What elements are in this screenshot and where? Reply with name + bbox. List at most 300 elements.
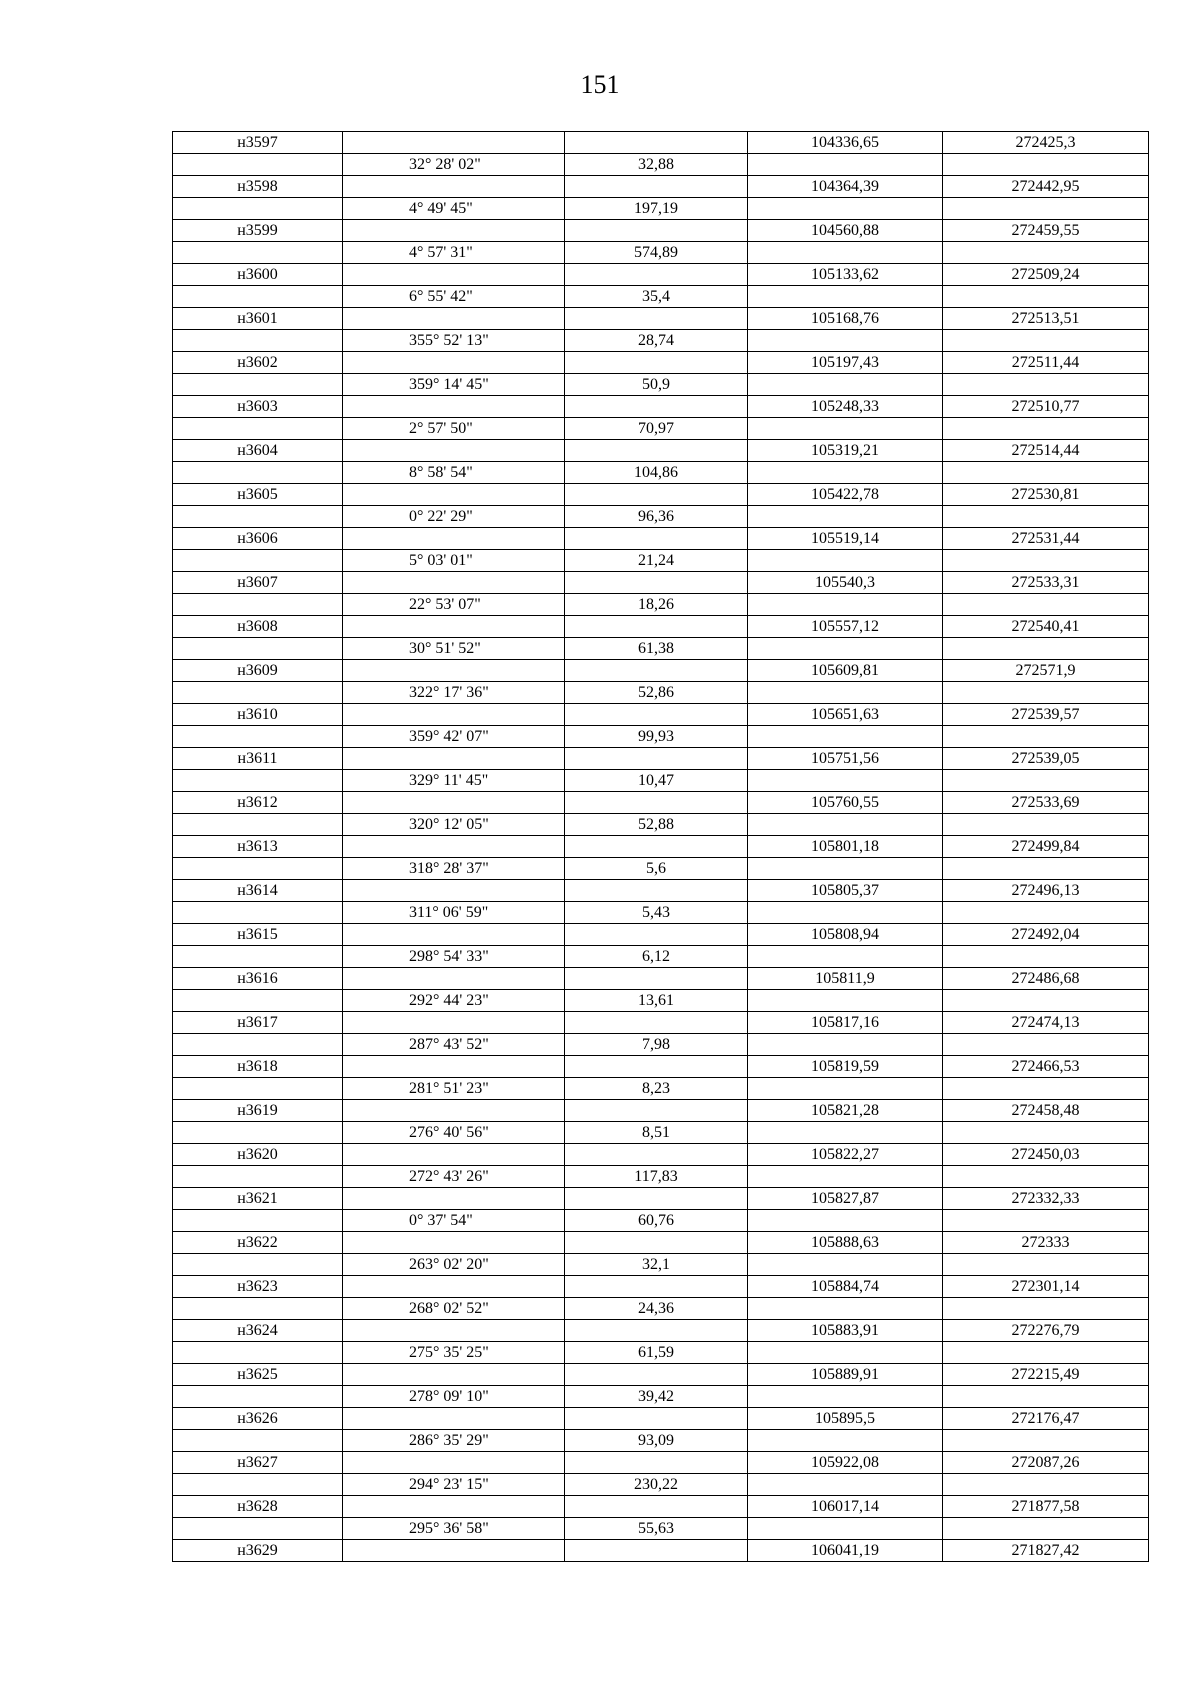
point-row: [173, 880, 1149, 902]
segment-row: [173, 374, 1149, 396]
point-id-cell: [173, 1034, 343, 1056]
segment-row: [173, 418, 1149, 440]
coordinates-table: [172, 131, 1149, 1562]
x-coordinate-cell: 104560,88: [748, 220, 943, 242]
distance-cell: [565, 176, 748, 198]
x-coordinate-cell: [748, 462, 943, 484]
distance-cell: [565, 1188, 748, 1210]
point-row: [173, 616, 1149, 638]
segment-row: [173, 550, 1149, 572]
point-id-cell: н3608: [173, 616, 343, 638]
x-coordinate-cell: [748, 1166, 943, 1188]
distance-cell: [565, 352, 748, 374]
x-coordinate-cell: [748, 682, 943, 704]
direction-angle-cell: [343, 220, 565, 242]
distance-cell: [565, 1408, 748, 1430]
point-id-cell: н3610: [173, 704, 343, 726]
direction-angle-cell: 22° 53' 07": [343, 594, 565, 616]
y-coordinate-cell: 272442,95: [943, 176, 1149, 198]
distance-cell: [565, 1232, 748, 1254]
point-row: [173, 1452, 1149, 1474]
point-row: [173, 1364, 1149, 1386]
point-id-cell: [173, 682, 343, 704]
distance-cell: [565, 1540, 748, 1562]
distance-cell: [565, 308, 748, 330]
point-id-cell: н3618: [173, 1056, 343, 1078]
point-row: [173, 484, 1149, 506]
point-id-cell: н3602: [173, 352, 343, 374]
distance-cell: [565, 572, 748, 594]
point-row: [173, 1320, 1149, 1342]
page-number: 151: [580, 70, 620, 99]
distance-cell: [565, 836, 748, 858]
y-coordinate-cell: [943, 946, 1149, 968]
point-id-cell: н3597: [173, 132, 343, 154]
y-coordinate-cell: [943, 638, 1149, 660]
y-coordinate-cell: 272450,03: [943, 1144, 1149, 1166]
direction-angle-cell: [343, 176, 565, 198]
point-id-cell: [173, 418, 343, 440]
point-id-cell: н3614: [173, 880, 343, 902]
x-coordinate-cell: 105888,63: [748, 1232, 943, 1254]
point-id-cell: [173, 1166, 343, 1188]
x-coordinate-cell: [748, 1034, 943, 1056]
point-row: [173, 968, 1149, 990]
y-coordinate-cell: [943, 242, 1149, 264]
y-coordinate-cell: [943, 770, 1149, 792]
point-row: [173, 176, 1149, 198]
segment-row: [173, 1166, 1149, 1188]
point-row: [173, 572, 1149, 594]
distance-cell: 93,09: [565, 1430, 748, 1452]
distance-cell: [565, 1320, 748, 1342]
x-coordinate-cell: [748, 1430, 943, 1452]
distance-cell: [565, 1276, 748, 1298]
point-id-cell: н3599: [173, 220, 343, 242]
point-id-cell: н3600: [173, 264, 343, 286]
y-coordinate-cell: [943, 726, 1149, 748]
distance-cell: 28,74: [565, 330, 748, 352]
distance-cell: [565, 440, 748, 462]
x-coordinate-cell: 105811,9: [748, 968, 943, 990]
point-id-cell: [173, 154, 343, 176]
point-row: [173, 1012, 1149, 1034]
segment-row: [173, 1034, 1149, 1056]
point-id-cell: [173, 1254, 343, 1276]
point-id-cell: [173, 550, 343, 572]
direction-angle-cell: [343, 704, 565, 726]
y-coordinate-cell: 271827,42: [943, 1540, 1149, 1562]
y-coordinate-cell: [943, 814, 1149, 836]
point-row: [173, 704, 1149, 726]
segment-row: [173, 990, 1149, 1012]
x-coordinate-cell: 105827,87: [748, 1188, 943, 1210]
point-row: [173, 308, 1149, 330]
x-coordinate-cell: 105519,14: [748, 528, 943, 550]
y-coordinate-cell: [943, 154, 1149, 176]
distance-cell: 21,24: [565, 550, 748, 572]
distance-cell: [565, 660, 748, 682]
x-coordinate-cell: [748, 814, 943, 836]
y-coordinate-cell: [943, 1474, 1149, 1496]
direction-angle-cell: [343, 1056, 565, 1078]
point-id-cell: н3617: [173, 1012, 343, 1034]
y-coordinate-cell: [943, 1078, 1149, 1100]
y-coordinate-cell: 272509,24: [943, 264, 1149, 286]
y-coordinate-cell: 272514,44: [943, 440, 1149, 462]
direction-angle-cell: [343, 1320, 565, 1342]
direction-angle-cell: 287° 43' 52": [343, 1034, 565, 1056]
point-id-cell: н3627: [173, 1452, 343, 1474]
y-coordinate-cell: [943, 330, 1149, 352]
y-coordinate-cell: 272474,13: [943, 1012, 1149, 1034]
distance-cell: [565, 528, 748, 550]
point-id-cell: [173, 770, 343, 792]
point-id-cell: [173, 462, 343, 484]
distance-cell: 60,76: [565, 1210, 748, 1232]
x-coordinate-cell: 104336,65: [748, 132, 943, 154]
segment-row: [173, 286, 1149, 308]
x-coordinate-cell: [748, 638, 943, 660]
direction-angle-cell: 263° 02' 20": [343, 1254, 565, 1276]
point-id-cell: [173, 902, 343, 924]
point-id-cell: [173, 1210, 343, 1232]
direction-angle-cell: 4° 49' 45": [343, 198, 565, 220]
x-coordinate-cell: [748, 198, 943, 220]
x-coordinate-cell: [748, 1342, 943, 1364]
distance-cell: [565, 220, 748, 242]
point-id-cell: н3607: [173, 572, 343, 594]
point-row: [173, 1056, 1149, 1078]
x-coordinate-cell: 105197,43: [748, 352, 943, 374]
direction-angle-cell: 294° 23' 15": [343, 1474, 565, 1496]
y-coordinate-cell: 272539,05: [943, 748, 1149, 770]
y-coordinate-cell: [943, 462, 1149, 484]
segment-row: [173, 946, 1149, 968]
direction-angle-cell: 0° 22' 29": [343, 506, 565, 528]
distance-cell: 104,86: [565, 462, 748, 484]
direction-angle-cell: 6° 55' 42": [343, 286, 565, 308]
x-coordinate-cell: 105817,16: [748, 1012, 943, 1034]
point-row: [173, 1540, 1149, 1562]
point-id-cell: н3625: [173, 1364, 343, 1386]
point-id-cell: [173, 374, 343, 396]
point-id-cell: [173, 330, 343, 352]
segment-row: [173, 1518, 1149, 1540]
direction-angle-cell: 298° 54' 33": [343, 946, 565, 968]
y-coordinate-cell: [943, 550, 1149, 572]
x-coordinate-cell: [748, 858, 943, 880]
segment-row: [173, 198, 1149, 220]
distance-cell: 7,98: [565, 1034, 748, 1056]
point-id-cell: [173, 1298, 343, 1320]
point-id-cell: н3603: [173, 396, 343, 418]
segment-row: [173, 1342, 1149, 1364]
direction-angle-cell: 329° 11' 45": [343, 770, 565, 792]
distance-cell: 117,83: [565, 1166, 748, 1188]
distance-cell: 230,22: [565, 1474, 748, 1496]
point-id-cell: н3612: [173, 792, 343, 814]
x-coordinate-cell: 105805,37: [748, 880, 943, 902]
point-id-cell: [173, 1430, 343, 1452]
segment-row: [173, 858, 1149, 880]
point-row: [173, 1144, 1149, 1166]
point-id-cell: н3616: [173, 968, 343, 990]
x-coordinate-cell: [748, 726, 943, 748]
distance-cell: 99,93: [565, 726, 748, 748]
x-coordinate-cell: 106041,19: [748, 1540, 943, 1562]
point-row: [173, 836, 1149, 858]
x-coordinate-cell: [748, 242, 943, 264]
segment-row: [173, 1210, 1149, 1232]
direction-angle-cell: [343, 308, 565, 330]
distance-cell: 39,42: [565, 1386, 748, 1408]
point-id-cell: н3629: [173, 1540, 343, 1562]
direction-angle-cell: [343, 572, 565, 594]
point-row: [173, 1408, 1149, 1430]
coordinates-table-body: [173, 132, 1149, 1562]
point-id-cell: н3611: [173, 748, 343, 770]
y-coordinate-cell: 271877,58: [943, 1496, 1149, 1518]
point-id-cell: н3620: [173, 1144, 343, 1166]
distance-cell: 61,59: [565, 1342, 748, 1364]
point-row: [173, 1496, 1149, 1518]
point-row: [173, 1100, 1149, 1122]
y-coordinate-cell: [943, 902, 1149, 924]
direction-angle-cell: 8° 58' 54": [343, 462, 565, 484]
point-id-cell: [173, 198, 343, 220]
point-row: [173, 352, 1149, 374]
point-id-cell: [173, 1474, 343, 1496]
direction-angle-cell: [343, 132, 565, 154]
distance-cell: [565, 1100, 748, 1122]
distance-cell: 70,97: [565, 418, 748, 440]
direction-angle-cell: [343, 1188, 565, 1210]
point-row: [173, 924, 1149, 946]
x-coordinate-cell: 105168,76: [748, 308, 943, 330]
segment-row: [173, 814, 1149, 836]
y-coordinate-cell: [943, 1298, 1149, 1320]
point-id-cell: н3598: [173, 176, 343, 198]
point-row: [173, 792, 1149, 814]
y-coordinate-cell: 272276,79: [943, 1320, 1149, 1342]
segment-row: [173, 594, 1149, 616]
distance-cell: 50,9: [565, 374, 748, 396]
y-coordinate-cell: [943, 286, 1149, 308]
distance-cell: 13,61: [565, 990, 748, 1012]
y-coordinate-cell: 272301,14: [943, 1276, 1149, 1298]
x-coordinate-cell: [748, 1474, 943, 1496]
x-coordinate-cell: 105821,28: [748, 1100, 943, 1122]
distance-cell: 52,88: [565, 814, 748, 836]
distance-cell: 24,36: [565, 1298, 748, 1320]
point-id-cell: н3615: [173, 924, 343, 946]
y-coordinate-cell: 272571,9: [943, 660, 1149, 682]
point-id-cell: н3613: [173, 836, 343, 858]
x-coordinate-cell: 105760,55: [748, 792, 943, 814]
x-coordinate-cell: 105819,59: [748, 1056, 943, 1078]
point-row: [173, 1188, 1149, 1210]
direction-angle-cell: 359° 14' 45": [343, 374, 565, 396]
direction-angle-cell: [343, 1452, 565, 1474]
direction-angle-cell: 318° 28' 37": [343, 858, 565, 880]
point-id-cell: н3628: [173, 1496, 343, 1518]
segment-row: [173, 462, 1149, 484]
point-id-cell: [173, 858, 343, 880]
point-row: [173, 132, 1149, 154]
y-coordinate-cell: [943, 682, 1149, 704]
point-id-cell: [173, 1078, 343, 1100]
distance-cell: [565, 968, 748, 990]
point-id-cell: [173, 1518, 343, 1540]
x-coordinate-cell: [748, 506, 943, 528]
y-coordinate-cell: 272486,68: [943, 968, 1149, 990]
y-coordinate-cell: 272511,44: [943, 352, 1149, 374]
point-row: [173, 660, 1149, 682]
distance-cell: [565, 1144, 748, 1166]
x-coordinate-cell: 105751,56: [748, 748, 943, 770]
segment-row: [173, 726, 1149, 748]
point-id-cell: [173, 814, 343, 836]
y-coordinate-cell: [943, 1518, 1149, 1540]
x-coordinate-cell: [748, 550, 943, 572]
y-coordinate-cell: [943, 506, 1149, 528]
point-id-cell: [173, 638, 343, 660]
x-coordinate-cell: 105540,3: [748, 572, 943, 594]
y-coordinate-cell: 272510,77: [943, 396, 1149, 418]
point-id-cell: [173, 726, 343, 748]
direction-angle-cell: 286° 35' 29": [343, 1430, 565, 1452]
direction-angle-cell: [343, 528, 565, 550]
distance-cell: [565, 132, 748, 154]
distance-cell: [565, 792, 748, 814]
x-coordinate-cell: [748, 1298, 943, 1320]
x-coordinate-cell: 104364,39: [748, 176, 943, 198]
point-id-cell: [173, 506, 343, 528]
distance-cell: [565, 264, 748, 286]
distance-cell: 32,1: [565, 1254, 748, 1276]
distance-cell: 18,26: [565, 594, 748, 616]
y-coordinate-cell: 272333: [943, 1232, 1149, 1254]
direction-angle-cell: [343, 1408, 565, 1430]
y-coordinate-cell: [943, 1254, 1149, 1276]
y-coordinate-cell: 272215,49: [943, 1364, 1149, 1386]
segment-row: [173, 330, 1149, 352]
x-coordinate-cell: [748, 990, 943, 1012]
direction-angle-cell: [343, 396, 565, 418]
x-coordinate-cell: 105808,94: [748, 924, 943, 946]
x-coordinate-cell: 105889,91: [748, 1364, 943, 1386]
x-coordinate-cell: [748, 1386, 943, 1408]
y-coordinate-cell: [943, 858, 1149, 880]
x-coordinate-cell: 105422,78: [748, 484, 943, 506]
point-row: [173, 528, 1149, 550]
distance-cell: [565, 924, 748, 946]
x-coordinate-cell: 105822,27: [748, 1144, 943, 1166]
y-coordinate-cell: 272530,81: [943, 484, 1149, 506]
direction-angle-cell: 32° 28' 02": [343, 154, 565, 176]
point-id-cell: [173, 990, 343, 1012]
point-id-cell: [173, 242, 343, 264]
y-coordinate-cell: [943, 594, 1149, 616]
distance-cell: [565, 1452, 748, 1474]
point-id-cell: н3624: [173, 1320, 343, 1342]
y-coordinate-cell: [943, 1122, 1149, 1144]
direction-angle-cell: 276° 40' 56": [343, 1122, 565, 1144]
y-coordinate-cell: 272492,04: [943, 924, 1149, 946]
distance-cell: 197,19: [565, 198, 748, 220]
distance-cell: [565, 1056, 748, 1078]
point-id-cell: н3605: [173, 484, 343, 506]
y-coordinate-cell: [943, 374, 1149, 396]
point-id-cell: н3622: [173, 1232, 343, 1254]
point-id-cell: н3623: [173, 1276, 343, 1298]
point-row: [173, 440, 1149, 462]
segment-row: [173, 902, 1149, 924]
direction-angle-cell: [343, 1496, 565, 1518]
direction-angle-cell: [343, 968, 565, 990]
point-id-cell: н3619: [173, 1100, 343, 1122]
x-coordinate-cell: 105884,74: [748, 1276, 943, 1298]
direction-angle-cell: 278° 09' 10": [343, 1386, 565, 1408]
direction-angle-cell: 359° 42' 07": [343, 726, 565, 748]
segment-row: [173, 242, 1149, 264]
segment-row: [173, 682, 1149, 704]
x-coordinate-cell: [748, 770, 943, 792]
segment-row: [173, 506, 1149, 528]
segment-row: [173, 638, 1149, 660]
direction-angle-cell: 320° 12' 05": [343, 814, 565, 836]
segment-row: [173, 770, 1149, 792]
y-coordinate-cell: 272531,44: [943, 528, 1149, 550]
segment-row: [173, 1430, 1149, 1452]
direction-angle-cell: 311° 06' 59": [343, 902, 565, 924]
segment-row: [173, 1254, 1149, 1276]
point-row: [173, 220, 1149, 242]
x-coordinate-cell: [748, 418, 943, 440]
x-coordinate-cell: [748, 1078, 943, 1100]
y-coordinate-cell: [943, 198, 1149, 220]
y-coordinate-cell: [943, 1210, 1149, 1232]
point-id-cell: [173, 286, 343, 308]
distance-cell: 52,86: [565, 682, 748, 704]
distance-cell: 5,43: [565, 902, 748, 924]
point-id-cell: н3606: [173, 528, 343, 550]
y-coordinate-cell: 272332,33: [943, 1188, 1149, 1210]
x-coordinate-cell: 105801,18: [748, 836, 943, 858]
y-coordinate-cell: [943, 1386, 1149, 1408]
point-row: [173, 396, 1149, 418]
x-coordinate-cell: 105922,08: [748, 1452, 943, 1474]
direction-angle-cell: [343, 880, 565, 902]
y-coordinate-cell: 272533,69: [943, 792, 1149, 814]
x-coordinate-cell: 105609,81: [748, 660, 943, 682]
direction-angle-cell: [343, 660, 565, 682]
point-row: [173, 264, 1149, 286]
direction-angle-cell: 281° 51' 23": [343, 1078, 565, 1100]
point-id-cell: [173, 1386, 343, 1408]
direction-angle-cell: [343, 1144, 565, 1166]
y-coordinate-cell: [943, 1166, 1149, 1188]
direction-angle-cell: 272° 43' 26": [343, 1166, 565, 1188]
direction-angle-cell: 268° 02' 52": [343, 1298, 565, 1320]
y-coordinate-cell: [943, 1034, 1149, 1056]
point-id-cell: [173, 594, 343, 616]
distance-cell: 8,51: [565, 1122, 748, 1144]
direction-angle-cell: 355° 52' 13": [343, 330, 565, 352]
point-id-cell: н3621: [173, 1188, 343, 1210]
x-coordinate-cell: 105895,5: [748, 1408, 943, 1430]
